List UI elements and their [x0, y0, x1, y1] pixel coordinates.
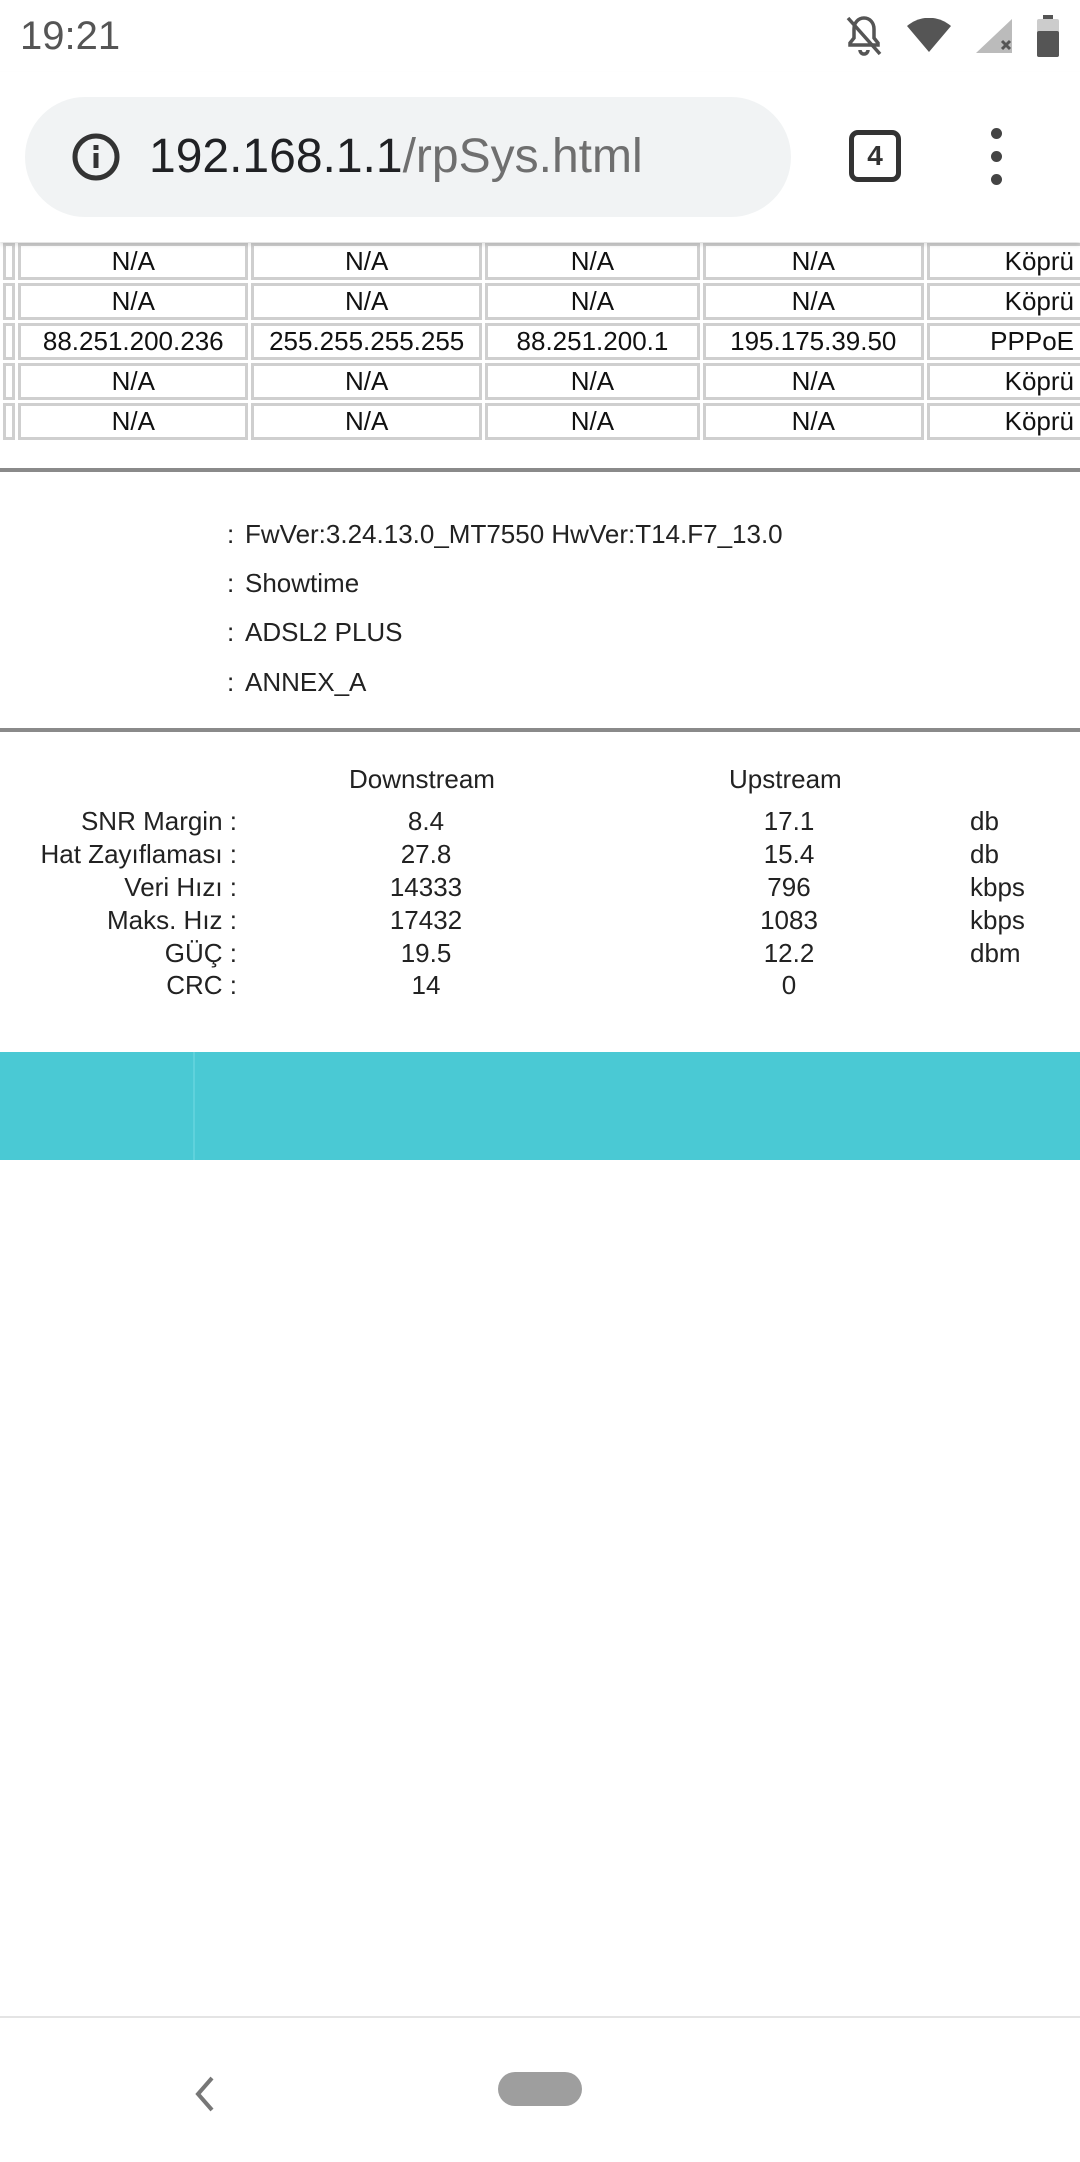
stat-unit: kbps [970, 905, 1025, 935]
status-icons [844, 14, 1060, 58]
table-cell: N/A [703, 283, 924, 320]
section-divider [0, 728, 1080, 732]
downstream-header: Downstream [349, 764, 495, 794]
stat-upstream: 17.1 [763, 806, 815, 836]
menu-dot-icon [991, 128, 1002, 139]
browser-toolbar [0, 72, 1080, 242]
stat-unit: dbm [970, 938, 1021, 968]
table-cell: Köprü [927, 283, 1080, 320]
stat-row-power [0, 937, 1080, 970]
table-row [3, 403, 1080, 440]
home-pill-button[interactable] [498, 2072, 582, 2106]
stat-label: Maks. Hız : [106, 905, 237, 935]
table-cell: N/A [18, 363, 248, 400]
stat-row-max-rate [0, 904, 1080, 937]
stat-downstream: 27.8 [400, 839, 452, 869]
back-icon[interactable] [190, 2074, 220, 2119]
stat-downstream: 8.4 [407, 806, 445, 836]
table-row [3, 363, 1080, 400]
battery-icon [1036, 15, 1060, 57]
stat-upstream: 1083 [760, 905, 818, 935]
table-cell: N/A [703, 243, 924, 280]
stat-downstream: 14 [411, 970, 441, 1000]
info-icon[interactable] [71, 132, 121, 187]
stat-label: GÜÇ : [164, 938, 237, 968]
annex-value: ANNEX_A [245, 667, 367, 697]
status-bar [0, 0, 1080, 72]
tab-switcher-button[interactable]: 4 [849, 130, 901, 182]
stat-label: Veri Hızı : [124, 872, 237, 902]
colon: : [227, 568, 235, 598]
status-time: 19:21 [20, 14, 121, 58]
signal-icon [974, 17, 1014, 55]
upstream-header: Upstream [729, 764, 842, 794]
wifi-icon [906, 18, 952, 54]
stat-upstream: 0 [781, 970, 797, 1000]
table-cell: Köprü [927, 363, 1080, 400]
table-row [3, 243, 1080, 280]
stat-downstream: 19.5 [400, 938, 452, 968]
stat-label: CRC : [166, 970, 237, 1000]
bell-off-icon [844, 14, 884, 58]
table-cell: N/A [251, 363, 482, 400]
table-cell: 195.175.39.50 [703, 323, 924, 360]
table-cell: N/A [485, 363, 699, 400]
table-cell: N/A [485, 403, 699, 440]
stat-row-snr [0, 805, 1080, 838]
table-cell: N/A [251, 403, 482, 440]
table-cell: N/A [251, 283, 482, 320]
stat-unit: db [970, 839, 999, 869]
table-row [3, 323, 1080, 360]
table-row [3, 283, 1080, 320]
stat-row-crc [0, 969, 1080, 1002]
stat-upstream: 12.2 [763, 938, 815, 968]
url-host: 192.168.1.1 [149, 130, 403, 183]
menu-dot-icon [991, 151, 1002, 162]
table-cell: N/A [18, 243, 248, 280]
section-divider [0, 468, 1080, 472]
url-path: /rpSys.html [402, 130, 643, 183]
table-cell: N/A [18, 403, 248, 440]
stat-downstream: 14333 [389, 872, 463, 902]
footer-divider [193, 1052, 195, 1160]
table-cell: N/A [703, 403, 924, 440]
table-cell: N/A [251, 243, 482, 280]
table-cell: Köprü [927, 243, 1080, 280]
table-cell: Köprü [927, 403, 1080, 440]
table-cell: 255.255.255.255 [251, 323, 482, 360]
table-cell: 88.251.200.1 [485, 323, 699, 360]
colon: : [227, 667, 235, 697]
colon: : [227, 617, 235, 647]
navigation-bar [0, 2016, 1080, 2162]
stat-unit: db [970, 806, 999, 836]
stat-label: SNR Margin : [80, 806, 237, 836]
stat-row-attenuation [0, 838, 1080, 871]
stat-label: Hat Zayıflaması : [40, 839, 237, 869]
menu-dot-icon [991, 174, 1002, 185]
stat-upstream: 15.4 [763, 839, 815, 869]
table-cell: N/A [703, 363, 924, 400]
table-cell: N/A [485, 243, 699, 280]
stat-row-data-rate [0, 871, 1080, 904]
table-cell: 88.251.200.236 [18, 323, 248, 360]
firmware-value: FwVer:3.24.13.0_MT7550 HwVer:T14.F7_13.0 [245, 519, 783, 549]
address-bar[interactable] [25, 97, 791, 217]
colon: : [227, 519, 235, 549]
overflow-menu-button[interactable] [984, 128, 1008, 188]
url-text[interactable] [149, 125, 643, 189]
stat-unit: kbps [970, 872, 1025, 902]
table-cell: N/A [485, 283, 699, 320]
stat-upstream: 796 [767, 872, 811, 902]
modulation-value: ADSL2 PLUS [245, 617, 403, 647]
stat-downstream: 17432 [389, 905, 463, 935]
table-cell: PPPoE [927, 323, 1080, 360]
wan-table [0, 240, 1080, 443]
line-status-value: Showtime [245, 568, 360, 598]
footer-bar [0, 1052, 1080, 1160]
table-cell: N/A [18, 283, 248, 320]
